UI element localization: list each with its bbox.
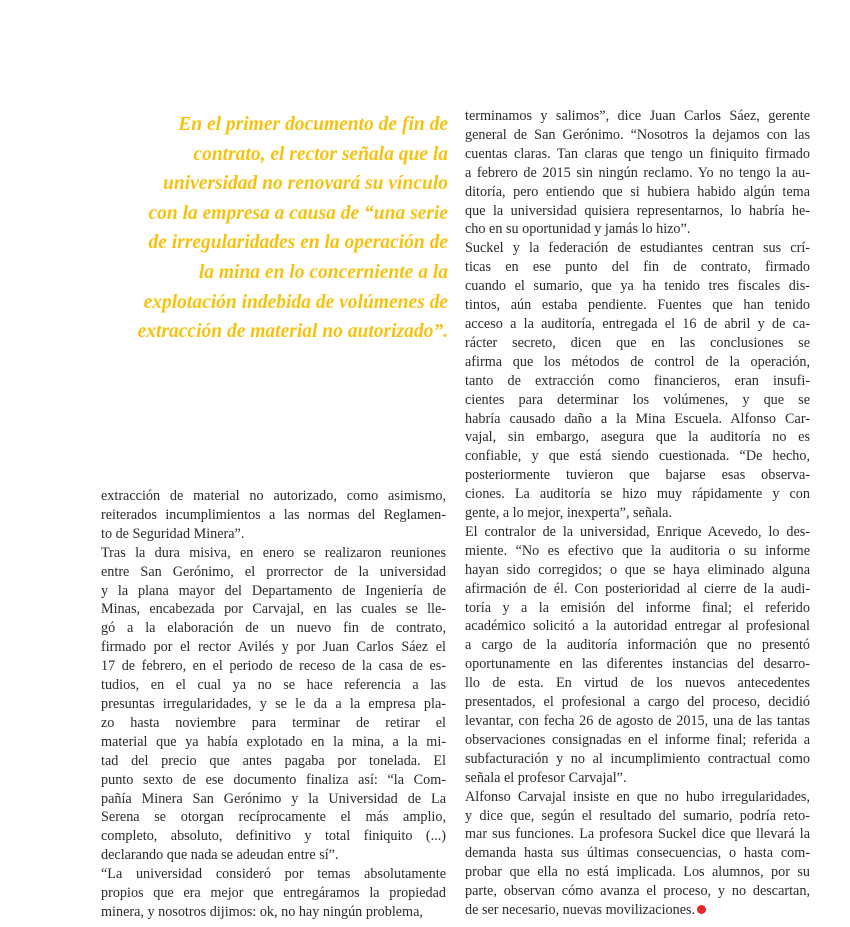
- text-line: tanto de extracción como financieros, eran insufi-: [465, 372, 810, 389]
- text-line: habría causado daño a la Mina Escuela. Alfonso Car-: [465, 410, 810, 427]
- text-line: académico solicitó a la autoridad entregar al profesional: [465, 618, 810, 635]
- text-line: tintos, aún estaba pendiente. Fuentes que han tenido: [465, 297, 810, 314]
- paragraph: [101, 865, 446, 922]
- text-line: El contralor de la universidad, Enrique Acevedo, lo des-: [465, 523, 810, 540]
- text-line: cuando el sumario, que ya ha tenido tres fiscales dis-: [465, 278, 810, 295]
- text-line: zo hasta noviembre para terminar de retirar el: [101, 714, 446, 731]
- text-line: parte, observan cómo avanza el proceso, y no descartan,: [465, 883, 810, 900]
- paragraph: [465, 239, 810, 523]
- text-line: punto sexto de ese documento finaliza así: “la Com-: [101, 771, 446, 788]
- text-line: afirmación de él. Con posterioridad al cierre de la audi-: [465, 580, 810, 597]
- paragraph: [101, 544, 446, 865]
- text-line: extracción de material no autorizado, como asimismo,: [101, 488, 446, 504]
- text-line: completo, absoluto, definitivo y total finiquito (...): [101, 828, 446, 845]
- article-column-right: [465, 107, 810, 920]
- text-line: de ser necesario, nuevas movilizaciones.: [465, 901, 810, 920]
- text-line: presuntas irregularidades, y se le da a la empresa pla-: [101, 695, 446, 712]
- text-line: ditoría, pero entiendo que si hubiera habido algún tema: [465, 183, 810, 200]
- text-line: probar que ella no está implicada. Los alumnos, por su: [465, 864, 810, 881]
- pull-quote-line: universidad no renovará su vínculo: [163, 173, 448, 195]
- text-line: “La universidad consideró por temas absolutamente: [101, 866, 446, 883]
- paragraph: [465, 523, 810, 788]
- text-line: y dice que, según el resultado del sumario, podría reto-: [465, 807, 810, 824]
- text-line: a febrero de 2015 sin ningún reclamo. Yo no tengo la au-: [465, 164, 810, 181]
- text-line: pañía Minera San Gerónimo y la Universidad de La: [101, 790, 446, 807]
- text-line: afirma que los métodos de control de la operación,: [465, 353, 810, 370]
- text-line: material que ya había explotado en la mina, a la mi-: [101, 733, 446, 750]
- text-line: Suckel y la federación de estudiantes centran sus crí-: [465, 240, 810, 257]
- pull-quote: [100, 110, 448, 347]
- text-line: miente. “No es efectivo que la auditoria o su informe: [465, 542, 810, 559]
- text-line: ticas en ese punto del fin de contrato, firmado: [465, 259, 810, 276]
- text-line: Serena se otorgan recíprocamente el más amplio,: [101, 809, 446, 826]
- text-line: tudios, en el cual ya no se hace referencia a las: [101, 677, 446, 694]
- text-line: subfacturación y no al incumplimiento contractual como: [465, 750, 810, 767]
- text-line: oportunamente en las diferentes instancias del desarro-: [465, 656, 810, 673]
- text-line: Alfonso Carvajal insiste en que no hubo irregularidades,: [465, 788, 810, 805]
- text-line: acceso a la auditoría, entregada el 16 de abril y de ca-: [465, 315, 810, 332]
- text-line: cuentas claras. Tan claras que tengo un finiquito firmado: [465, 145, 810, 162]
- text-line: reiterados incumplimientos a las normas del Reglamen-: [101, 506, 446, 523]
- pull-quote-line: extracción de material no autorizado”.: [137, 321, 448, 343]
- text-line: tad del precio que antes pagaba por tonelada. El: [101, 752, 446, 769]
- text-line: entre San Gerónimo, el prorrector de la universidad: [101, 563, 446, 580]
- text-line: Minas, encabezada por Carvajal, en las cuales se lle-: [101, 601, 446, 618]
- text-line: presentados, el profesional a cargo del proceso, decidió: [465, 694, 810, 711]
- paragraph: [465, 788, 810, 920]
- text-line: mar sus funciones. La profesora Suckel dice que llevará la: [465, 826, 810, 843]
- pull-quote-line: de irregularidades en la operación de: [148, 232, 448, 254]
- text-line: observaciones consignadas en el informe final; referida a: [465, 731, 810, 748]
- text-line: y la plana mayor del Departamento de Ingeniería de: [101, 582, 446, 599]
- text-line: firmado por el rector Avilés y por Juan Carlos Sáez el: [101, 639, 446, 656]
- text-line: cientes para determinar los volúmenes, y que se: [465, 391, 810, 408]
- text-line: hayan sido corregidos; o que se haya eliminado alguna: [465, 561, 810, 578]
- pull-quote-line: contrato, el rector señala que la: [193, 143, 448, 165]
- end-of-article-dot-icon: [697, 905, 706, 914]
- text-line: declarando que nada se adeudan entre sí”.: [101, 847, 339, 864]
- text-line: to de Seguridad Minera”.: [101, 525, 245, 542]
- text-line: 17 de febrero, en el periodo de receso de la casa de es-: [101, 658, 446, 675]
- text-line: llo de esta. En virtud de los nuevos antecedentes: [465, 675, 810, 692]
- text-line: demanda hasta sus últimas consecuencias, o hasta com-: [465, 845, 810, 862]
- text-line: a cargo de la auditoría información que no presentó: [465, 637, 810, 654]
- pull-quote-line: En el primer documento de fin de: [178, 114, 448, 135]
- paragraph: [101, 487, 446, 544]
- pull-quote-line: con la empresa a causa de “una serie: [148, 202, 448, 224]
- text-line: que la universidad quisiera representarnos, lo habría he-: [465, 202, 810, 219]
- text-line: ciones. La auditoría se hizo muy rápidamente y con: [465, 486, 810, 503]
- text-line: confiable, y que está siendo cuestionada. “De hecho,: [465, 448, 810, 465]
- text-line: gente, a lo mejor, inexperta”, señala.: [465, 505, 673, 522]
- text-line: señala el profesor Carvajal”.: [465, 769, 627, 786]
- text-line: propios que era mejor que entregáramos la propiedad: [101, 885, 446, 902]
- pull-quote-line: explotación indebida de volúmenes de: [143, 291, 448, 313]
- text-line: vajal, sin embargo, asegura que la auditoría no es: [465, 429, 810, 446]
- text-line: terminamos y salimos”, dice Juan Carlos Sáez, gerente: [465, 108, 810, 124]
- text-line: cho en su oportunidad y jamás lo hizo”.: [465, 221, 691, 238]
- text-line: general de San Gerónimo. “Nosotros la dejamos con las: [465, 126, 810, 143]
- pull-quote-line: la mina en lo concerniente a la: [198, 261, 448, 283]
- text-line: minera, y nosotros dijimos: ok, no hay ningún problema,: [101, 903, 423, 920]
- text-line: Tras la dura misiva, en enero se realizaron reuniones: [101, 544, 446, 561]
- article-column-left: [101, 487, 446, 922]
- text-line: toría y a la emisión del informe final; el referido: [465, 599, 810, 616]
- text-line: levantar, con fecha 26 de agosto de 2015, una de las tantas: [465, 713, 810, 729]
- text-line: rácter secreto, dicen que en las conclusiones se: [465, 334, 810, 351]
- paragraph: [465, 107, 810, 239]
- text-line: gó a la elaboración de un nuevo fin de contrato,: [101, 620, 446, 637]
- text-line: posteriormente tuvieron que bajarse esas observa-: [465, 467, 810, 484]
